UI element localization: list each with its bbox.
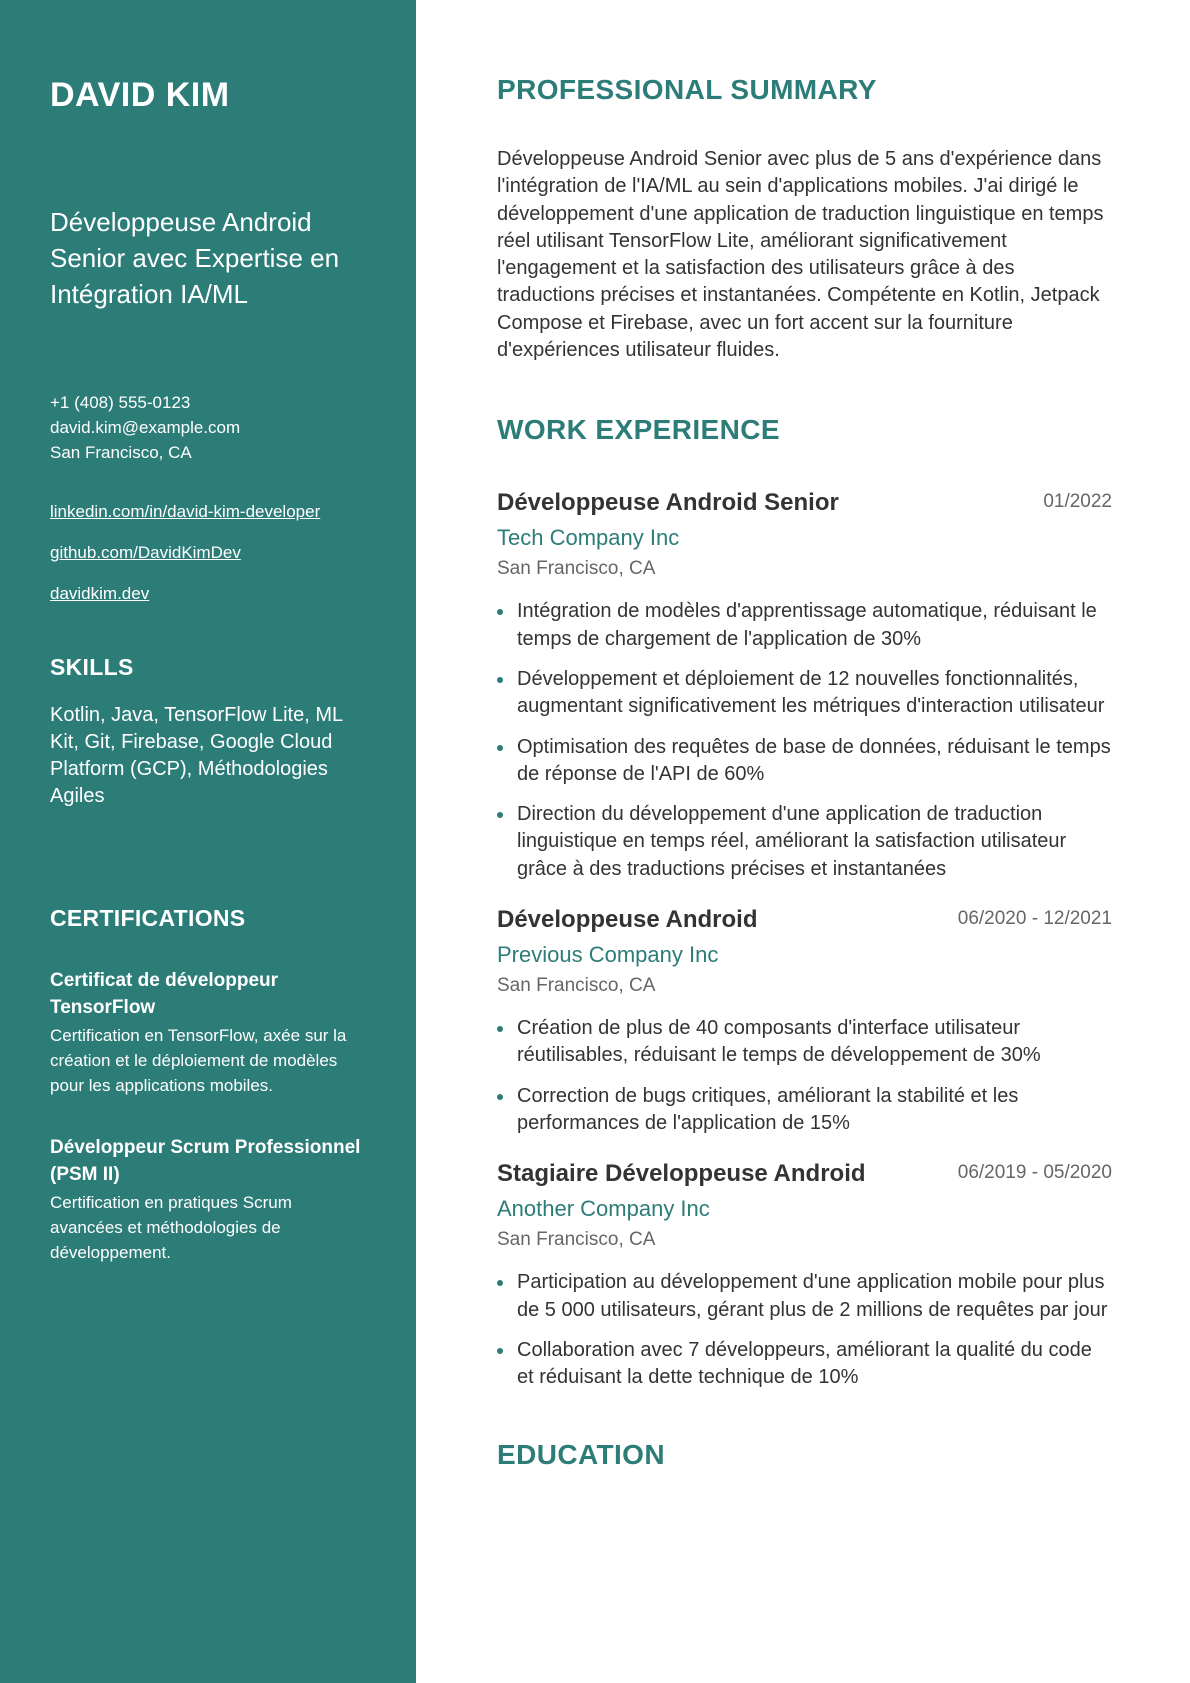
bullet-item: [497, 801, 1112, 883]
bullet-item: [497, 666, 1112, 721]
bullet-icon: [497, 1348, 503, 1354]
skills-heading: SKILLS: [50, 654, 134, 680]
location: San Francisco, CA: [50, 443, 192, 462]
job-title: Stagiaire Développeuse Android: [497, 1160, 866, 1188]
bullet-icon: [497, 609, 503, 615]
job-date: 06/2020 - 12/2021: [957, 908, 1112, 930]
bullet-icon: [497, 1026, 503, 1032]
summary-heading: PROFESSIONAL SUMMARY: [497, 74, 877, 105]
job-bullets: [497, 1015, 1112, 1137]
bullet-item: [497, 598, 1112, 653]
job-date: 01/2022: [1043, 491, 1112, 513]
certification-title: Certificat de développeur TensorFlow: [50, 970, 279, 1018]
bullet-item: [497, 1015, 1112, 1070]
job-location: San Francisco, CA: [497, 1229, 656, 1251]
website-link[interactable]: davidkim.dev: [50, 584, 150, 603]
phone: +1 (408) 555-0123: [50, 393, 191, 412]
bullet-text: Développement et déploiement de 12 nouvelles fonctionnalités, augmentant significativement les métriques d'interaction utilisateur: [517, 667, 1105, 718]
sidebar: [0, 0, 416, 1683]
bullet-icon: [497, 1094, 503, 1100]
job-entry: [497, 1157, 1112, 1391]
bullet-icon: [497, 745, 503, 751]
bullet-text: Participation au développement d'une application mobile pour plus de 5 000 utilisateurs, gérant plus de 2 millions de requêtes par jour: [517, 1271, 1108, 1321]
skills-list: Kotlin, Java, TensorFlow Lite, ML Kit, Git, Firebase, Google Cloud Platform (GCP), Méthodologies Agiles: [50, 704, 343, 807]
education-heading: EDUCATION: [497, 1439, 665, 1471]
job-title: Développeuse Android Senior: [497, 489, 839, 517]
certification-description: Certification en TensorFlow, axée sur la création et le déploiement de modèles pour les applications mobiles.: [50, 1026, 347, 1095]
company-name: Previous Company Inc: [497, 942, 719, 968]
bullet-text: Direction du développement d'une application de traduction linguistique en temps réel, améliorant la satisfaction utilisateur grâce à des traductions précises et instantanées: [517, 803, 1067, 880]
candidate-name: DAVID KIM: [50, 76, 230, 114]
bullet-text: Collaboration avec 7 développeurs, améliorant la qualité du code et réduisant la dette technique de 10%: [517, 1338, 1092, 1389]
github-link[interactable]: github.com/DavidKimDev: [50, 543, 241, 562]
certifications-heading: CERTIFICATIONS: [50, 905, 246, 931]
company-name: Another Company Inc: [497, 1196, 710, 1222]
certification-item: [50, 967, 366, 1098]
bullet-icon: [497, 812, 503, 818]
email: david.kim@example.com: [50, 418, 241, 437]
bullet-item: [497, 1337, 1112, 1392]
experience-heading: WORK EXPERIENCE: [497, 414, 780, 446]
company-name: Tech Company Inc: [497, 525, 680, 551]
main-content: [497, 70, 1112, 1475]
bullet-text: Correction de bugs critiques, améliorant la stabilité et les performances de l'application de 15%: [517, 1084, 1019, 1134]
headline: Développeuse Android Senior avec Expertise en Intégration IA/ML: [50, 207, 340, 309]
certification-item: [50, 1134, 366, 1265]
certification-title: Développeur Scrum Professionnel (PSM II): [50, 1137, 361, 1185]
job-title: Développeuse Android: [497, 906, 758, 934]
bullet-item: [497, 734, 1112, 789]
contact-info: [50, 390, 366, 465]
summary-text: Développeuse Android Senior avec plus de 5 ans d'expérience dans l'intégration de l'IA/ML au sein d'applications mobiles. J'ai dirigé le développement d'une application de traduction linguistique en temps réel utilisant TensorFlow Lite, améliorant significativement l'engagement et la satisfaction des utilisateurs grâce à des traductions précises et instantanées. Compétente en Kotlin, Jetpack Compose et Firebase, avec un fort accent sur la fourniture d'expériences utilisateur fluides.: [497, 148, 1104, 362]
job-bullets: [497, 1269, 1112, 1391]
job-date: 06/2019 - 05/2020: [957, 1162, 1112, 1184]
job-location: San Francisco, CA: [497, 975, 656, 997]
linkedin-link[interactable]: linkedin.com/in/david-kim-developer: [50, 502, 321, 521]
bullet-icon: [497, 677, 503, 683]
bullet-item: [497, 1083, 1112, 1138]
bullet-text: Optimisation des requêtes de base de données, réduisant le temps de réponse de l'API de 60%: [517, 735, 1111, 785]
bullet-icon: [497, 1280, 503, 1286]
job-bullets: [497, 598, 1112, 883]
bullet-text: Création de plus de 40 composants d'interface utilisateur réutilisables, réduisant le temps de développement de 30%: [517, 1017, 1041, 1067]
bullet-item: [497, 1269, 1112, 1324]
job-entry: [497, 486, 1112, 883]
bullet-text: Intégration de modèles d'apprentissage automatique, réduisant le temps de chargement de l'application de 30%: [517, 600, 1097, 650]
job-entry: [497, 903, 1112, 1137]
profile-links: [50, 499, 366, 606]
certification-description: Certification en pratiques Scrum avancées et méthodologies de développement.: [50, 1193, 292, 1262]
job-location: San Francisco, CA: [497, 558, 656, 580]
